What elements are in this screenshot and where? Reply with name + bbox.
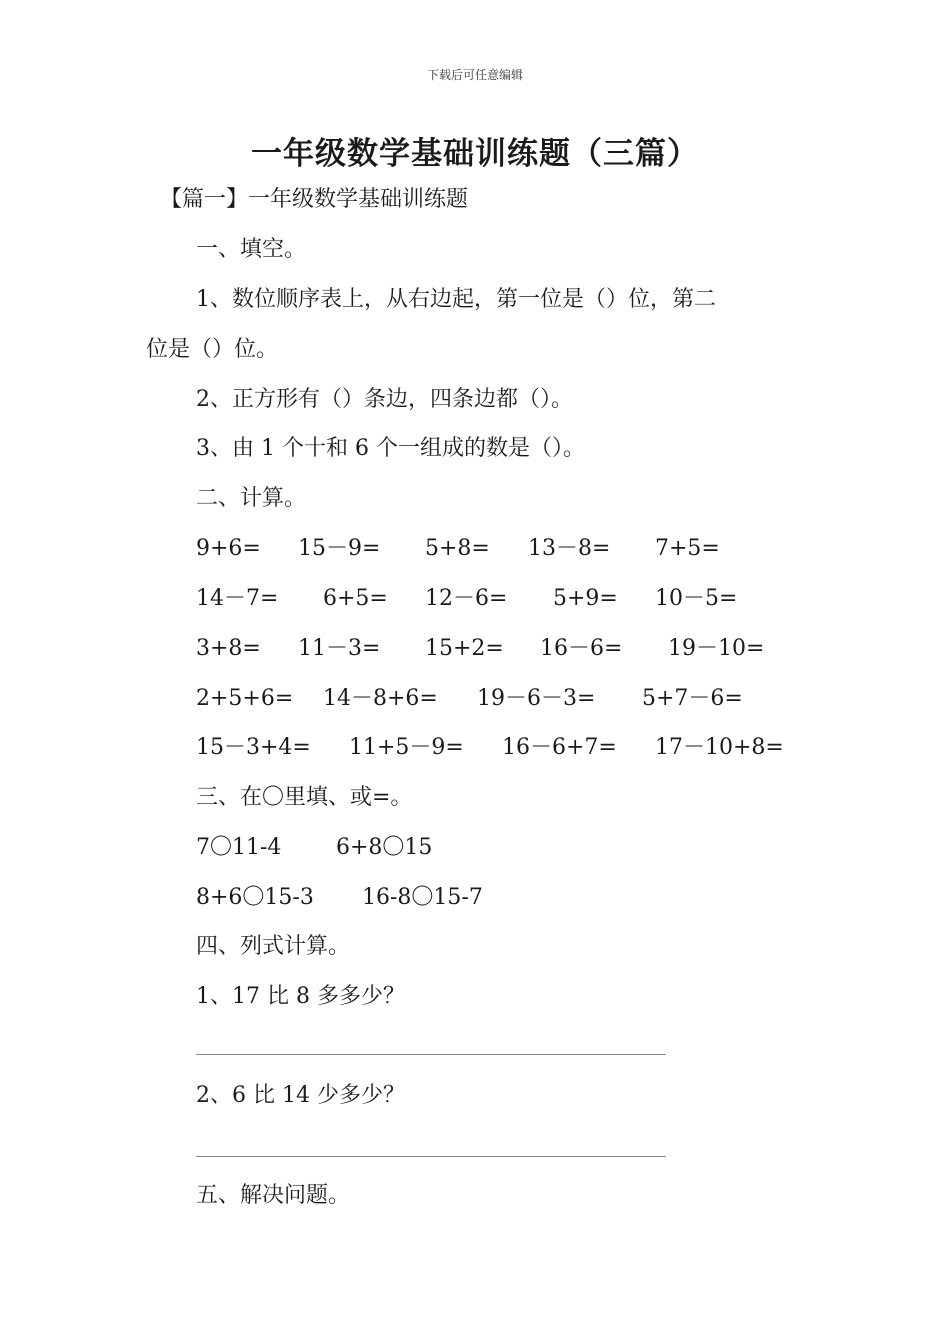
calc-row-3	[0, 634, 950, 664]
section1-q1-line1: 1、数位顺序表上，从右边起，第一位是（）位，第二	[196, 287, 716, 312]
calc-item: 11－3=	[298, 636, 381, 661]
calc-item: 14－7=	[196, 586, 279, 611]
compare-row-2	[0, 883, 950, 913]
calc-item: 13－8=	[528, 536, 611, 561]
compare-item: 7〇11-4	[196, 835, 282, 860]
calc-item: 19－10=	[668, 636, 765, 661]
calc-row-4	[0, 684, 950, 714]
calc-item: 6+5=	[323, 586, 388, 611]
section1-q2: 2、正方形有（）条边，四条边都（）。	[196, 387, 573, 412]
calc-item: 15－9=	[298, 536, 381, 561]
compare-item: 8+6〇15-3	[196, 885, 314, 910]
section1-q1-line2: 位是（）位。	[146, 337, 279, 362]
calc-item: 5+8=	[425, 536, 490, 561]
section3-heading: 三、在〇里填、或=。	[196, 785, 413, 810]
answer-line	[196, 1054, 666, 1055]
calc-item: 3+8=	[196, 636, 261, 661]
calc-row-1	[0, 534, 950, 564]
compare-item: 16-8〇15-7	[362, 885, 483, 910]
subtitle: 【篇一】一年级数学基础训练题	[160, 187, 469, 212]
section4-q1: 1、17 比 8 多多少？	[196, 984, 405, 1009]
calc-item: 16－6=	[540, 636, 623, 661]
section5-heading: 五、解决问题。	[196, 1183, 351, 1208]
calc-item: 11+5－9=	[349, 735, 464, 760]
calc-item: 5+7－6=	[642, 686, 743, 711]
calc-item: 5+9=	[553, 586, 618, 611]
calc-item: 14－8+6=	[323, 686, 438, 711]
calc-item: 19－6－3=	[477, 686, 596, 711]
section4-q2: 2、6 比 14 少多少？	[196, 1083, 405, 1108]
calc-item: 17－10+8=	[655, 735, 784, 760]
calc-row-2	[0, 584, 950, 614]
section1-q3: 3、由 1 个十和 6 个一组成的数是（）。	[196, 436, 585, 461]
compare-item: 6+8〇15	[336, 835, 433, 860]
calc-item: 12－6=	[425, 586, 508, 611]
calc-item: 7+5=	[655, 536, 720, 561]
calc-item: 10－5=	[655, 586, 738, 611]
calc-item: 2+5+6=	[196, 686, 294, 711]
section4-heading: 四、列式计算。	[196, 934, 351, 959]
calc-item: 16－6+7=	[502, 735, 617, 760]
section2-heading: 二、计算。	[196, 486, 307, 511]
calc-item: 9+6=	[196, 536, 261, 561]
answer-line	[196, 1156, 666, 1157]
calc-item: 15－3+4=	[196, 735, 311, 760]
compare-row-1	[0, 833, 950, 863]
page-header: 下载后可任意编辑	[426, 68, 523, 82]
section1-heading: 一、填空。	[196, 237, 307, 262]
page-title: 一年级数学基础训练题（三篇）	[251, 136, 699, 172]
calc-item: 15+2=	[425, 636, 504, 661]
calc-row-5	[0, 733, 950, 763]
